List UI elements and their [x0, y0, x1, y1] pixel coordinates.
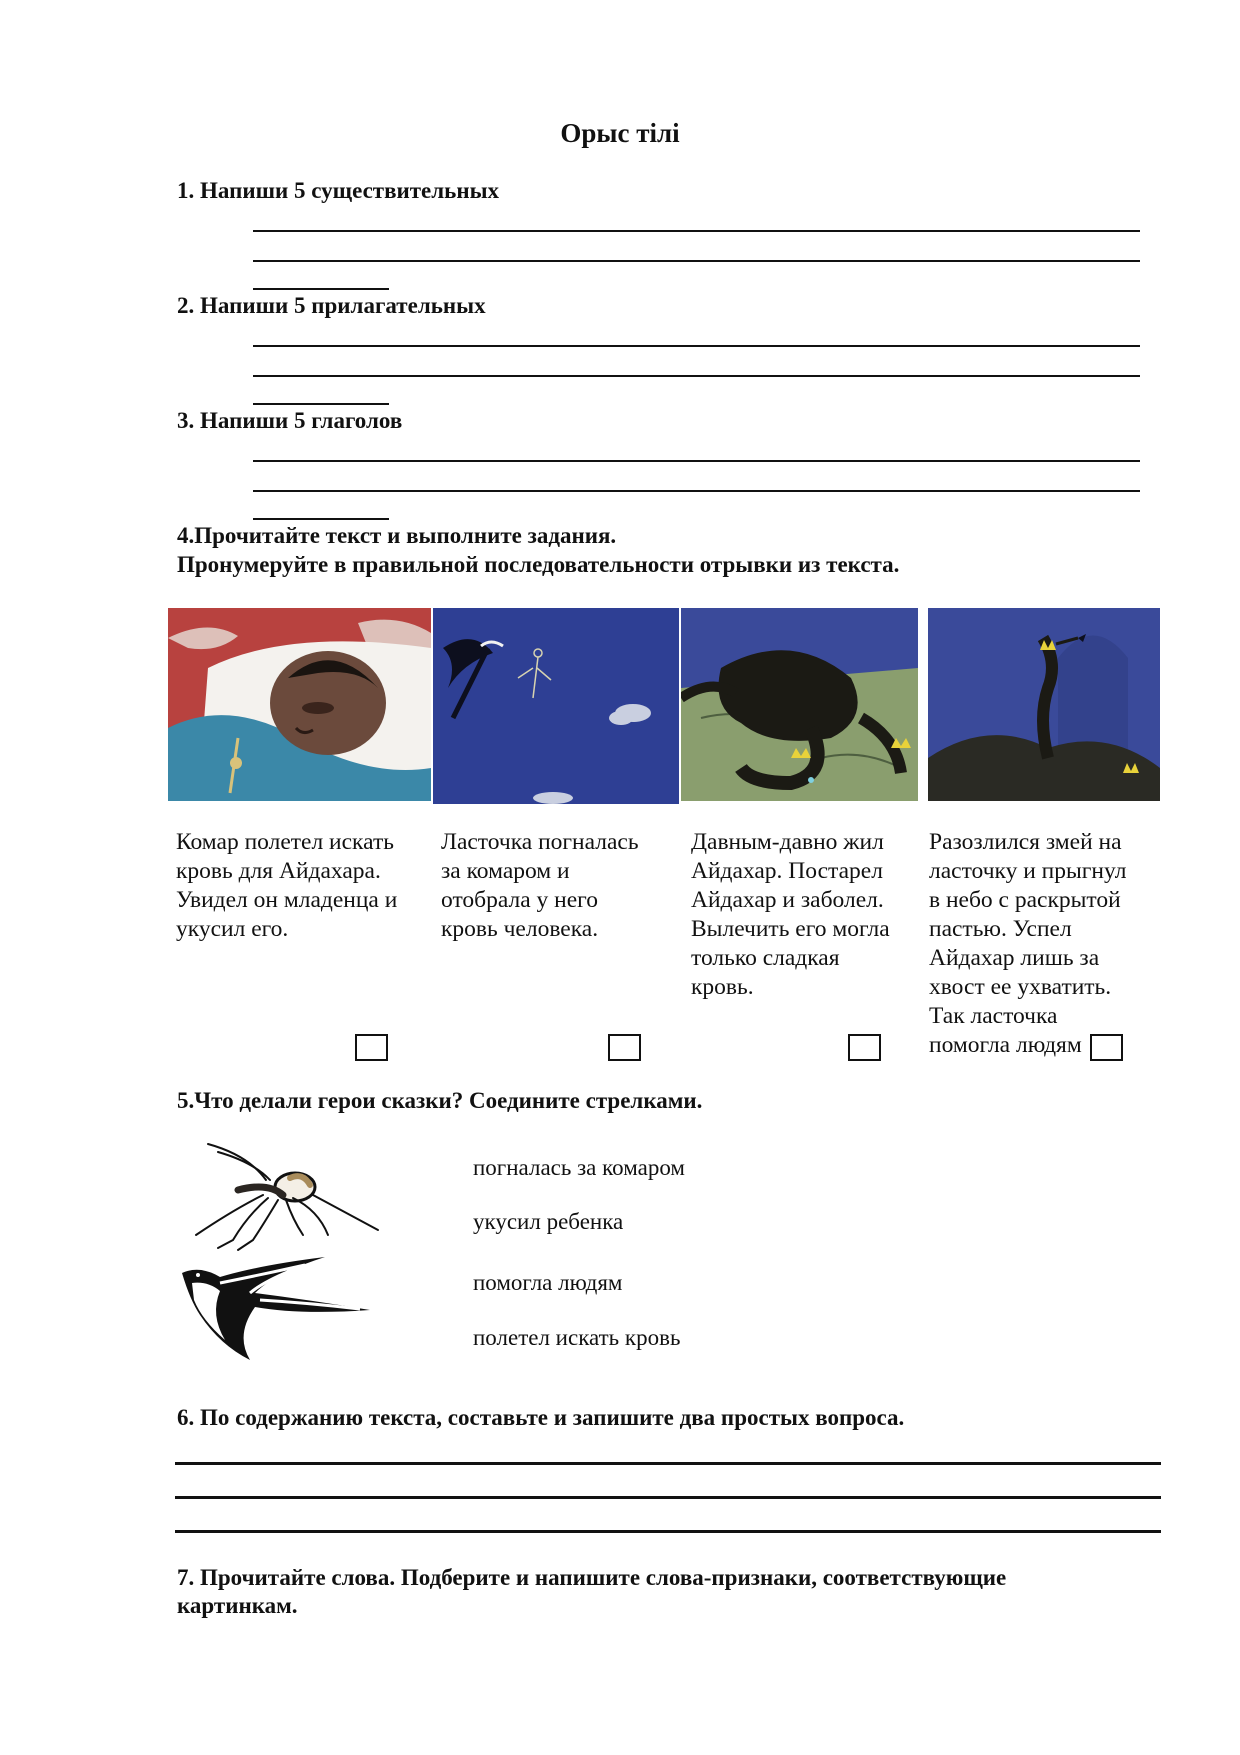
answer-line-short[interactable] [253, 518, 389, 520]
swallow-sky-illustration [433, 608, 679, 804]
dragon-carpet-illustration [681, 608, 918, 801]
fragment-text-3: Давным-давно жил Айдахар. Постарел Айдахар и заболел. Вылечить его могла только сладкая кровь. [691, 829, 890, 1000]
fragment-text-2: Ласточка погналась за комаром и отобрала у него кровь человека. [441, 829, 639, 942]
sequence-number-box-2[interactable] [608, 1034, 641, 1061]
answer-line[interactable] [253, 230, 1140, 232]
page-title: Орыс тілі [560, 118, 680, 148]
task-1-heading: 1. Напиши 5 существительных [177, 178, 500, 203]
mosquito-icon [178, 1140, 380, 1252]
answer-line[interactable] [253, 345, 1140, 347]
action-option-4[interactable]: полетел искать кровь [473, 1325, 681, 1350]
task-6-heading: 6. По содержанию текста, составьте и запишите два простых вопроса. [177, 1405, 905, 1430]
task-7-heading-continued: картинкам. [177, 1593, 298, 1618]
task-2-heading: 2. Напиши 5 прилагательных [177, 293, 486, 318]
task-7-heading: 7. Прочитайте слова. Подберите и напишите слова-признаки, соответствующие [177, 1565, 1007, 1590]
action-option-3[interactable]: помогла людям [473, 1270, 623, 1295]
sequence-number-box-4[interactable] [1090, 1034, 1123, 1061]
answer-line[interactable] [175, 1462, 1161, 1465]
sleeping-baby-illustration [168, 608, 431, 801]
answer-line[interactable] [253, 375, 1140, 377]
fragment-text-1: Комар полетел искать кровь для Айдахара. Увидел он младенца и укусил его. [176, 829, 398, 942]
sequence-number-box-1[interactable] [355, 1034, 388, 1061]
fragment-picture-1 [168, 608, 431, 801]
task-4-heading: 4.Прочитайте текст и выполните задания. [177, 523, 617, 548]
action-option-2[interactable]: укусил ребенка [473, 1209, 624, 1234]
answer-line-short[interactable] [253, 403, 389, 405]
swallow-picture [180, 1255, 385, 1365]
answer-line[interactable] [175, 1496, 1161, 1499]
fragment-picture-3 [681, 608, 918, 801]
answer-line[interactable] [175, 1530, 1161, 1533]
answer-line-short[interactable] [253, 288, 389, 290]
swallow-icon [180, 1255, 385, 1365]
fragment-picture-2 [433, 608, 679, 804]
task-5-heading: 5.Что делали герои сказки? Соедините стрелками. [177, 1088, 703, 1113]
action-option-1[interactable]: погналась за комаром [473, 1155, 685, 1180]
dragon-leaping-illustration [928, 608, 1160, 801]
task-3-heading: 3. Напиши 5 глаголов [177, 408, 403, 433]
fragment-picture-4 [928, 608, 1160, 801]
answer-line[interactable] [253, 260, 1140, 262]
mosquito-picture [178, 1140, 380, 1252]
answer-line[interactable] [253, 460, 1140, 462]
sequence-number-box-3[interactable] [848, 1034, 881, 1061]
task-4-instruction: Пронумеруйте в правильной последовательности отрывки из текста. [177, 552, 900, 577]
fragment-text-4: Разозлился змей на ласточку и прыгнул в небо с раскрытой пастью. Успел Айдахар лишь за хвост ее ухватить. Так ласточка помогла людям [929, 829, 1127, 1058]
answer-line[interactable] [253, 490, 1140, 492]
